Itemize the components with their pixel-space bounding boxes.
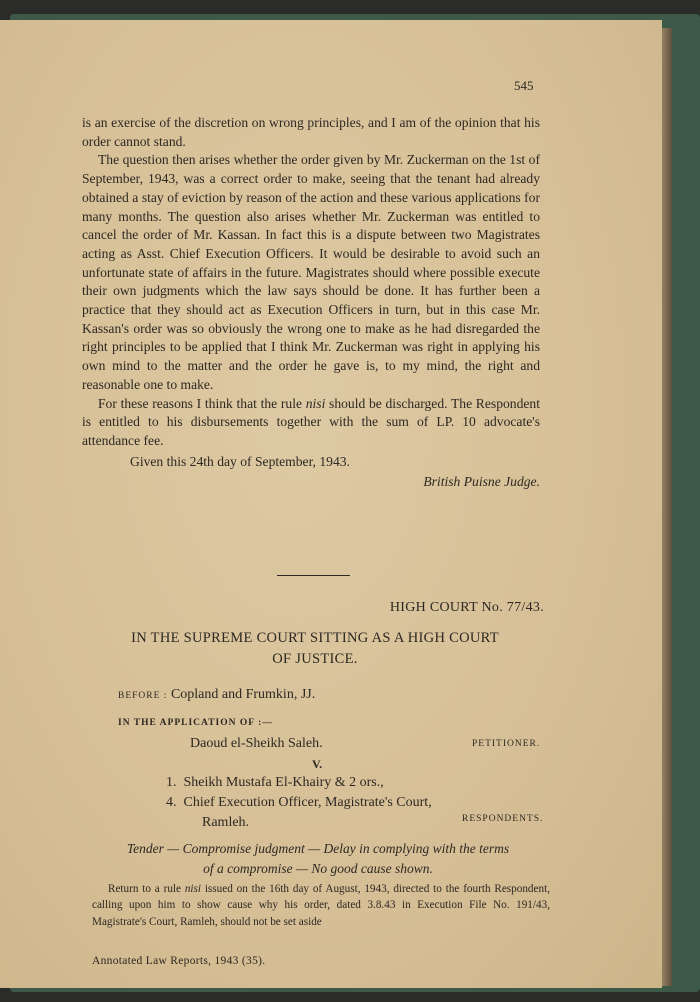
text-run: For these reasons I think that the rule <box>98 395 306 411</box>
paragraph <box>92 881 550 930</box>
heading-line: OF JUSTICE. <box>272 651 358 667</box>
paragraph: is an exercise of the discretion on wrong principles, and I am of the opinion that his order cannot stand. <box>82 115 540 149</box>
respondent-place: Ramleh. <box>202 815 250 830</box>
footer-citation: Annotated Law Reports, 1943 (35). <box>92 955 266 967</box>
latin-term: nisi <box>305 395 326 411</box>
page-number: 545 <box>514 78 534 93</box>
before-label: BEFORE : <box>118 691 168 701</box>
court-heading <box>100 628 530 670</box>
respondent-number: 1. <box>166 775 177 790</box>
respondent-name: Chief Execution Officer, Magistrate's Court, <box>183 795 432 810</box>
text-run: should be discharged. The Respondent is entitled to his disbursements together with the sum of LP. 10 advocate's attendance fee. <box>82 395 540 448</box>
catchwords <box>88 839 548 879</box>
respondent-name: Sheikh Mustafa El-Khairy & 2 ors., <box>183 775 384 790</box>
bench <box>118 687 315 703</box>
respondent-1 <box>166 775 384 791</box>
application-label: IN THE APPLICATION OF :— <box>118 718 273 728</box>
petitioner-role: PETITIONER. <box>472 739 541 749</box>
text-run: Return to a rule <box>108 883 185 895</box>
date-given: Given this 24th day of September, 1943. <box>130 453 350 469</box>
catchwords-line: Tender — Compromise judgment — Delay in complying with the terms <box>126 841 510 856</box>
respondent-number: 4. <box>166 795 177 810</box>
case-number: HIGH COURT No. 77/43. <box>389 600 544 615</box>
text-run: issued on the 16th day of August, 1943, directed to the fourth Respondent, calling upon him to show cause why his order, dated 3.8.43 in Execution File No. 191/43, Magistrate's Court, Ramleh, should not be set aside <box>92 883 550 928</box>
return-paragraph <box>92 881 550 930</box>
respondent-4 <box>166 795 432 811</box>
paragraph-conclusion <box>82 395 540 451</box>
catchwords-line: of a compromise — No good cause shown. <box>203 861 433 876</box>
paragraph: The question then arises whether the order given by Mr. Zuckerman on the 1st of September, 1943, was a correct order to make, seeing that the tenant had already obtained a stay of eviction by reason of the action and these various applications for many months. The question also arises whether Mr. Zuckerman was entitled to cancel the order of Mr. Kassan. In fact this is a dispute between two Magistrates acting as Asst. Chief Execution Officers. It would be desirable to avoid such an unfortunate state of affairs in the future. Magistrates should where possible execute their own judgments which the law says should be done. It has further been a practice that they should act as Execution Officers in turn, but in this case Mr. Kassan's order was so obviously the wrong one to make as he had disregarded the right principles to be applied that I think Mr. Zuckerman was right in applying his own mind to the matter and the order he gave is, to my mind, the right and reasonable one to make. <box>82 152 540 392</box>
respondents-role: RESPONDENTS. <box>462 814 544 824</box>
latin-term: nisi <box>184 883 201 895</box>
heading-line: IN THE SUPREME COURT SITTING AS A HIGH COURT <box>131 630 499 646</box>
versus: V. <box>312 757 323 771</box>
judgment-text <box>82 114 540 492</box>
petitioner-name: Daoud el-Sheikh Saleh. <box>190 736 323 751</box>
judge-signature: British Puisne Judge. <box>423 474 540 490</box>
book-page <box>0 20 662 988</box>
section-divider <box>277 575 350 576</box>
judges: Copland and Frumkin, JJ. <box>170 687 316 702</box>
